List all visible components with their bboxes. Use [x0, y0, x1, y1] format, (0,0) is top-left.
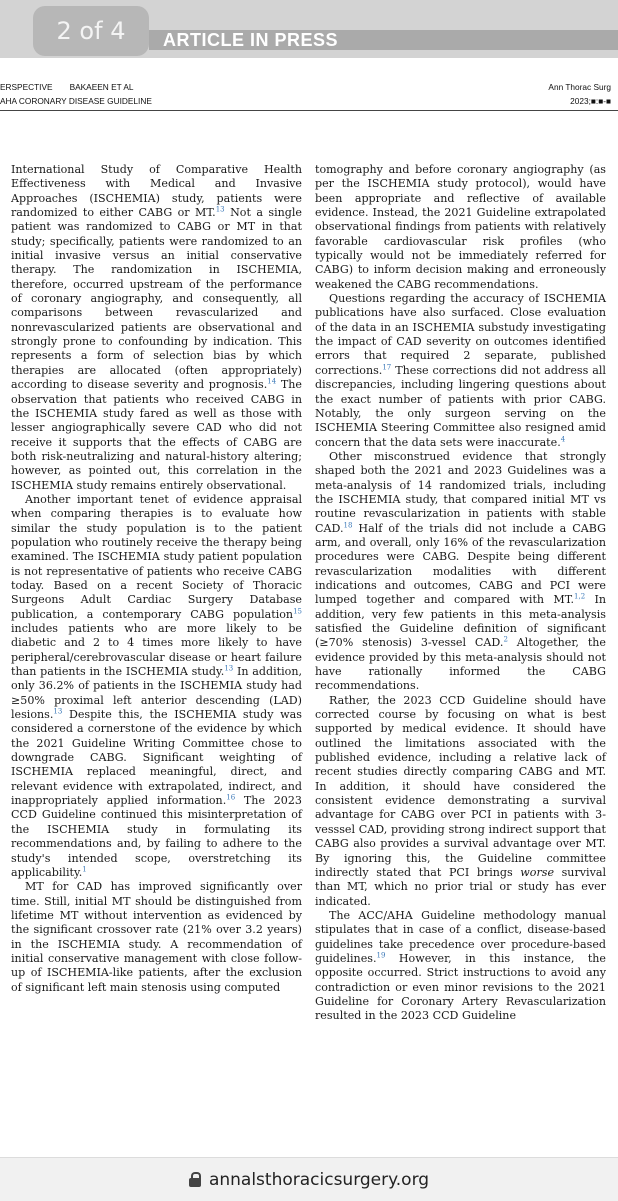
reference-link[interactable]: 15	[293, 606, 302, 615]
reference-link[interactable]: 13	[215, 205, 225, 214]
text-run: Half of the trials did not include a CABG arm, and overall, only 16% of the revascularization procedures were CABG. Despite being different revascularization modalities with different indications and outcomes, CABG and PCI were lumped together and compared with MT.	[315, 521, 606, 607]
text-run: Questions regarding the accuracy of ISCHEMIA publications have also surfaced. Close evaluation of the data in an ISCHEMIA substudy investigating the impact of CAD severity on outcomes identified errors that required 2 separate, published corrections.	[315, 292, 606, 377]
text-run: Not a single patient was randomized to CABG or MT in that study; specifically, patients were randomized to an initial invasive versus an initial conservative therapy. The randomization in ISCHEMIA, therefore, occurred upstream of the performance of coronary angiography, and consequently, all comparisons between revascularized and nonrevascularized patients are observational and strongly prone to confounding by indication. This represents a form of selection bias by which therapies are allocated (often appropriately) according to disease severity and prognosis.	[11, 206, 302, 392]
reference-link[interactable]: 14	[267, 377, 277, 386]
text-run: The 2023 CCD Guideline continued this misinterpretation of the ISCHEMIA study in formulating its recommendations and, by failing to adhere to the study's intended scope, overstretching its applicability.	[11, 794, 302, 879]
text-run: survival than MT, which no prior trial or study has ever indicated.	[315, 865, 606, 908]
text-run: The observation that patients who received CABG in the ISCHEMIA study fared as well as those with lesser angiographically severe CAD who did not receive it supports that the effects of CABG are both risk-neutralizing and natural-history altering; however, as pointed out, this correlation in the ISCHEMIA study remains entirely observational.	[11, 378, 303, 492]
text-run: In addition, only 36.2% of patients in the ISCHEMIA study had ≥50% proximal left anterior descending (LAD) lesions.	[11, 665, 302, 722]
text-run: In addition, very few patients in this meta-analysis satisfied the Guideline definition of significant (≥70% stenosis) 3-vessel CAD.	[315, 593, 606, 650]
paragraph	[315, 909, 606, 1024]
paragraph	[315, 163, 606, 292]
header-rule	[0, 110, 618, 111]
reference-link[interactable]: 19	[376, 951, 386, 960]
text-run: MT for CAD has improved significantly over time. Still, initial MT should be distinguished from lifetime MT without intervention as evidenced by the significant crossover rate (21% over 3.2 years) in the ISCHEMIA study. A recommendation of initial conservative management with close follow-up of ISCHEMIA-like patients, after the exclusion of significant left main stenosis using computed	[11, 880, 302, 994]
text-run: Altogether, the evidence provided by this meta-analysis should not have rationally informed the CABG recommendations.	[315, 636, 607, 693]
text-run: These corrections did not address all discrepancies, including lingering questions about the exact number of patients with prior CABG. Notably, the only surgeon serving on the ISCHEMIA Steering Committee also resigned amid concern that the data sets were inaccurate.	[315, 363, 606, 449]
right-text-column	[315, 163, 606, 1024]
text-run: worse	[520, 865, 555, 879]
article-in-press-banner: ARTICLE IN PRESS	[149, 30, 618, 50]
reference-link[interactable]: 18	[343, 520, 353, 529]
text-run: tomography and before coronary angiography (as per the ISCHEMIA study protocol), would have been appropriate and reflective of available evidence. Instead, the 2021 Guideline extrapolated observational findings from patients with relatively favorable cardiovascular risk profiles (who typically would not be immediately referred for CABG) to inform decision making and erroneously weakened the CABG recommendations.	[315, 163, 606, 291]
left-text-column	[11, 163, 302, 995]
text-run: Rather, the 2023 CCD Guideline should have corrected course by focusing on what is best supported by medical evidence. It should have outlined the limitations associated with the published evidence, including a relative lack of recent studies directly comparing CABG and MT. In addition, it should have considered the consistent evidence demonstrating a survival advantage for CABG over PCI in patients with 3-vesssel CAD, providing strong indirect support that CABG also provides a survival advantage over MT. By ignoring this, the Guideline committee indirectly stated that PCI brings	[315, 693, 606, 879]
reference-link[interactable]: 1,2	[574, 592, 586, 601]
paragraph	[11, 880, 302, 995]
page-indicator: 2 of 4	[33, 6, 149, 56]
paragraph	[315, 694, 606, 909]
text-run: Another important tenet of evidence appraisal when comparing therapies is to evaluate how similar the study population is to the patient population who routinely receive the therapy being examined. The ISCHEMIA study patient population is not representative of patients who receive CABG today. Based on a recent Society of Thoracic Surgeons Adult Cardiac Surgery Database publication, a contemporary CABG population	[11, 492, 302, 621]
paragraph	[315, 292, 606, 450]
reference-link[interactable]: 13	[224, 664, 234, 673]
paragraph	[11, 493, 302, 880]
reference-link[interactable]: 13	[53, 707, 63, 716]
reference-link[interactable]: 1	[82, 865, 87, 874]
paragraph	[315, 450, 606, 694]
reference-link[interactable]: 2	[503, 635, 508, 644]
reference-link[interactable]: 16	[226, 793, 236, 802]
citation-label: 2023;■:■-■	[570, 96, 611, 106]
authors-label: BAKAEEN ET AL	[69, 82, 134, 92]
reference-link[interactable]: 17	[382, 363, 392, 372]
running-header-left	[0, 82, 134, 92]
text-run: Other misconstrued evidence that strongly shaped both the 2021 and 2023 Guidelines was a meta-analysis of 14 randomized trials, including the ISCHEMIA study, that compared initial MT vs routine revascularization in patients with stable CAD.	[315, 449, 606, 535]
text-run: Despite this, the ISCHEMIA study was considered a cornerstone of the evidence by which the 2021 Guideline Writing Committee chose to downgrade CABG. Significant weighting of ISCHEMIA replaced meaningful, direct, and relevant evidence with extrapolated, indirect, and inappropriately applied information.	[11, 708, 302, 808]
reference-link[interactable]: 4	[560, 434, 566, 443]
browser-url-bar[interactable]	[0, 1157, 618, 1201]
section-label: ERSPECTIVE	[0, 82, 53, 92]
text-run: However, in this instance, the opposite occurred. Strict instructions to avoid any contradiction or even minor revisions to the 2021 Guideline for Coronary Artery Revascularization resulted in the 2023 CCD Guideline	[315, 951, 606, 1023]
paragraph	[11, 163, 302, 493]
text-run: includes patients who are more likely to be diabetic and 2 to 4 times more likely to have peripheral/cerebrovascular disease or heart failure than patients in the ISCHEMIA study.	[11, 622, 302, 679]
text-run: International Study of Comparative Health Effectiveness with Medical and Invasive Approaches (ISCHEMIA) study, patients were randomized to either CABG or MT.	[11, 163, 302, 220]
text-run: The ACC/AHA Guideline methodology manual stipulates that in case of a conflict, disease-based guidelines take precedence over procedure-based guidelines.	[315, 908, 606, 965]
guideline-label: AHA CORONARY DISEASE GUIDELINE	[0, 96, 152, 106]
journal-name: Ann Thorac Surg	[548, 82, 611, 92]
lock-icon	[189, 1172, 201, 1187]
url-text: annalsthoracicsurgery.org	[208, 1170, 430, 1190]
